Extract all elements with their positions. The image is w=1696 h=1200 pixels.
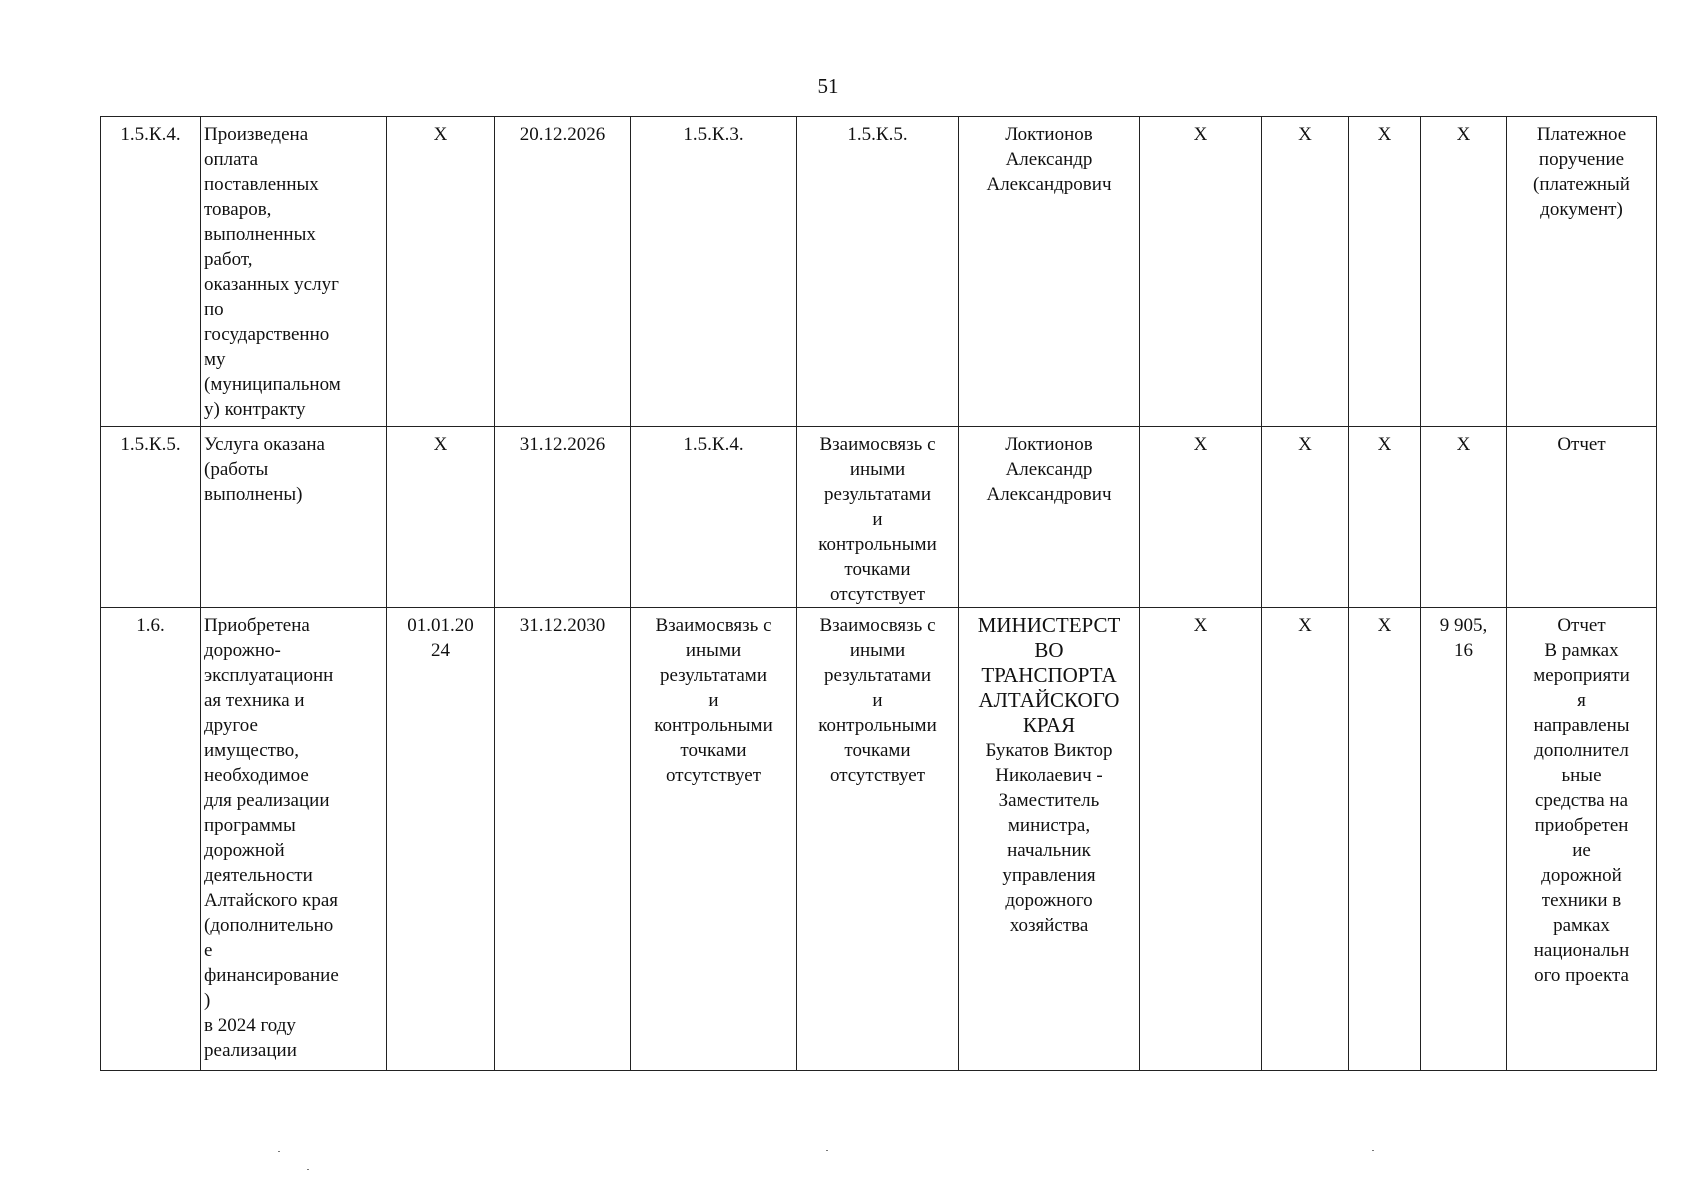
result-name-cell-line: Приобретена (204, 615, 310, 636)
responsible-cell (959, 117, 1140, 427)
result-name-cell (201, 427, 387, 608)
col-x3-cell (1349, 117, 1421, 427)
result-name-cell-line: необходимое (204, 765, 309, 786)
result-name-cell-line: в 2024 году (204, 1015, 296, 1036)
responsible-person-line: Локтионов (1005, 434, 1093, 455)
successor-cell-line: точками (844, 559, 911, 580)
result-name-cell-line: ) (204, 990, 211, 1011)
result-name-cell-line: финансирование (204, 965, 339, 986)
result-name-cell-line: дорожно- (204, 640, 281, 661)
document-type-cell-line: Платежное (1536, 124, 1627, 145)
successor-cell-line: точками (844, 740, 911, 761)
document-type-cell-line: (платежный (1533, 174, 1630, 195)
result-name-cell-line: товаров, (204, 199, 272, 220)
document-type-cell-line: Отчет (1557, 615, 1606, 636)
predecessor-cell-line: 1.5.К.3. (683, 124, 744, 145)
col-x2-cell-line: X (1298, 615, 1312, 636)
result-name-cell-line: ая техника и (204, 690, 305, 711)
end-date-cell-line: 31.12.2030 (519, 615, 606, 636)
responsible-person-line: Александрович (986, 484, 1112, 505)
result-name-cell-line: му (204, 349, 226, 370)
page-number: 51 (817, 74, 839, 98)
responsible-person-line: хозяйства (1009, 915, 1089, 936)
col-amount-cell-line: X (1456, 434, 1471, 455)
document-type-cell (1507, 608, 1657, 1071)
document-type-cell-line: мероприяти (1533, 665, 1630, 686)
successor-cell-line: отсутствует (829, 584, 926, 605)
start-date-cell (387, 117, 495, 427)
result-name-cell-line: Услуга оказана (204, 434, 325, 455)
predecessor-cell (631, 608, 797, 1071)
start-date-cell-line: X (433, 124, 448, 145)
successor-cell-line: 1.5.К.5. (847, 124, 908, 145)
result-name-cell-line: Произведена (204, 124, 309, 145)
successor-cell-line: Взаимосвязь с (819, 434, 936, 455)
col-x2-cell (1262, 608, 1349, 1071)
successor-cell (797, 608, 959, 1071)
document-type-cell-line: дополнител (1534, 740, 1629, 761)
col-x3-cell-line: X (1377, 124, 1392, 145)
result-name-cell-line: реализации (204, 1040, 297, 1061)
col-amount-cell-line: 9 905, (1439, 615, 1488, 636)
responsible-person-line: Заместитель (998, 790, 1100, 811)
row-number-cell-line: 1.6. (136, 615, 165, 636)
table-row (101, 427, 1657, 608)
col-x2-cell (1262, 427, 1349, 608)
table-row (101, 117, 1657, 427)
successor-cell (797, 427, 959, 608)
col-x2-cell-line: X (1298, 124, 1312, 145)
result-name-cell-line: оказанных услуг (204, 274, 339, 295)
document-type-cell-line: рамках (1553, 915, 1610, 936)
end-date-cell-line: 20.12.2026 (519, 124, 606, 145)
result-name-cell-line: дорожной (204, 840, 285, 861)
responsible-person-line: начальник (1007, 840, 1091, 861)
document-type-cell-line: В рамках (1544, 640, 1619, 661)
document-type-cell-line: дорожной (1541, 865, 1622, 886)
successor-cell-line: Взаимосвязь с (819, 615, 936, 636)
table-row (101, 608, 1657, 1071)
responsible-person-line: Николаевич - (995, 765, 1103, 786)
col-x1-cell (1140, 117, 1262, 427)
col-x1-cell (1140, 427, 1262, 608)
predecessor-cell-line: иными (685, 640, 742, 661)
start-date-cell-line: 24 (431, 640, 450, 661)
result-name-cell-line: работ, (204, 249, 253, 270)
predecessor-cell-line: контрольными (654, 715, 773, 736)
responsible-person-line: Александр (1005, 149, 1093, 170)
document-type-cell-line: приобретен (1534, 815, 1629, 836)
document-type-cell-line: ие (1572, 840, 1591, 861)
predecessor-cell-line: 1.5.К.4. (683, 434, 744, 455)
responsible-org-line: АЛТАЙСКОГО (978, 688, 1120, 712)
responsible-org-line: ВО (1034, 638, 1064, 662)
result-name-cell (201, 608, 387, 1071)
row-number-cell (101, 427, 201, 608)
start-date-cell-line: X (433, 434, 448, 455)
predecessor-cell-line: результатами (660, 665, 767, 686)
end-date-cell (495, 608, 631, 1071)
responsible-person-line: Александрович (986, 174, 1112, 195)
result-name-cell-line: по (204, 299, 224, 320)
responsible-person-line: управления (1002, 865, 1096, 886)
predecessor-cell (631, 427, 797, 608)
col-x2-cell (1262, 117, 1349, 427)
end-date-cell-line: 31.12.2026 (519, 434, 606, 455)
document-type-cell-line: ого проекта (1534, 965, 1629, 986)
result-name-cell-line: оплата (204, 149, 259, 170)
col-amount-cell (1421, 427, 1507, 608)
document-type-cell-line: я (1577, 690, 1586, 711)
col-x1-cell-line: X (1193, 434, 1208, 455)
result-name-cell-line: имущество, (204, 740, 300, 761)
col-x2-cell-line: X (1298, 434, 1312, 455)
col-amount-cell (1421, 608, 1507, 1071)
result-name-cell-line: государственно (204, 324, 330, 345)
result-name-cell-line: е (204, 940, 213, 961)
result-name-cell-line: Алтайского края (204, 890, 339, 911)
col-x3-cell-line: X (1377, 434, 1392, 455)
row-number-cell-line: 1.5.К.5. (120, 434, 181, 455)
successor-cell-line: контрольными (818, 534, 937, 555)
result-name-cell-line: (дополнительно (204, 915, 334, 936)
col-amount-cell-line: X (1456, 124, 1471, 145)
document-type-cell-line: документ) (1540, 199, 1623, 220)
successor-cell-line: отсутствует (829, 765, 926, 786)
successor-cell-line: иными (849, 459, 906, 480)
document-type-cell (1507, 427, 1657, 608)
responsible-org-line: КРАЯ (1022, 713, 1076, 737)
successor-cell-line: и (872, 509, 883, 530)
result-name-cell-line: другое (204, 715, 258, 736)
col-x3-cell (1349, 427, 1421, 608)
result-name-cell-line: выполненных (204, 224, 316, 245)
successor-cell (797, 117, 959, 427)
result-name-cell-line: (работы (204, 459, 269, 480)
col-amount-cell-line: 16 (1454, 640, 1473, 661)
end-date-cell (495, 117, 631, 427)
col-x1-cell-line: X (1193, 615, 1208, 636)
result-name-cell (201, 117, 387, 427)
predecessor-cell-line: и (708, 690, 719, 711)
result-name-cell-line: поставленных (204, 174, 319, 195)
end-date-cell (495, 427, 631, 608)
predecessor-cell-line: точками (680, 740, 747, 761)
control-points-table (100, 116, 1657, 1071)
document-type-cell-line: средства на (1534, 790, 1629, 811)
document-type-cell-line: поручение (1538, 149, 1625, 170)
result-name-cell-line: деятельности (204, 865, 313, 886)
responsible-cell (959, 608, 1140, 1071)
successor-cell-line: результатами (824, 484, 931, 505)
col-x1-cell (1140, 608, 1262, 1071)
row-number-cell (101, 608, 201, 1071)
successor-cell-line: результатами (824, 665, 931, 686)
predecessor-cell (631, 117, 797, 427)
responsible-org-line: ТРАНСПОРТА (981, 663, 1117, 687)
successor-cell-line: и (872, 690, 883, 711)
col-x3-cell-line: X (1377, 615, 1392, 636)
predecessor-cell-line: отсутствует (665, 765, 762, 786)
row-number-cell (101, 117, 201, 427)
result-name-cell-line: выполнены) (204, 484, 303, 505)
row-number-cell-line: 1.5.К.4. (120, 124, 181, 145)
responsible-person-line: Локтионов (1005, 124, 1093, 145)
document-type-cell-line: направлены (1533, 715, 1630, 736)
responsible-person-line: министра, (1007, 815, 1091, 836)
col-amount-cell (1421, 117, 1507, 427)
result-name-cell-line: для реализации (204, 790, 330, 811)
col-x1-cell-line: X (1193, 124, 1208, 145)
document-type-cell-line: ьные (1561, 765, 1602, 786)
responsible-cell (959, 427, 1140, 608)
result-name-cell-line: (муниципальном (204, 374, 341, 395)
result-name-cell-line: программы (204, 815, 296, 836)
document-type-cell-line: национальн (1533, 940, 1630, 961)
successor-cell-line: контрольными (818, 715, 937, 736)
responsible-org-line: МИНИСТЕРСТ (977, 613, 1121, 637)
col-x3-cell (1349, 608, 1421, 1071)
start-date-cell (387, 608, 495, 1071)
document-type-cell-line: техники в (1541, 890, 1622, 911)
responsible-person-line: Букатов Виктор (985, 740, 1113, 761)
responsible-person-line: дорожного (1005, 890, 1093, 911)
responsible-person-line: Александр (1005, 459, 1093, 480)
start-date-cell (387, 427, 495, 608)
result-name-cell-line: у) контракту (204, 399, 306, 420)
document-type-cell-line: Отчет (1557, 434, 1606, 455)
result-name-cell-line: эксплуатационн (204, 665, 334, 686)
successor-cell-line: иными (849, 640, 906, 661)
document-type-cell (1507, 117, 1657, 427)
predecessor-cell-line: Взаимосвязь с (655, 615, 772, 636)
start-date-cell-line: 01.01.20 (407, 615, 474, 636)
